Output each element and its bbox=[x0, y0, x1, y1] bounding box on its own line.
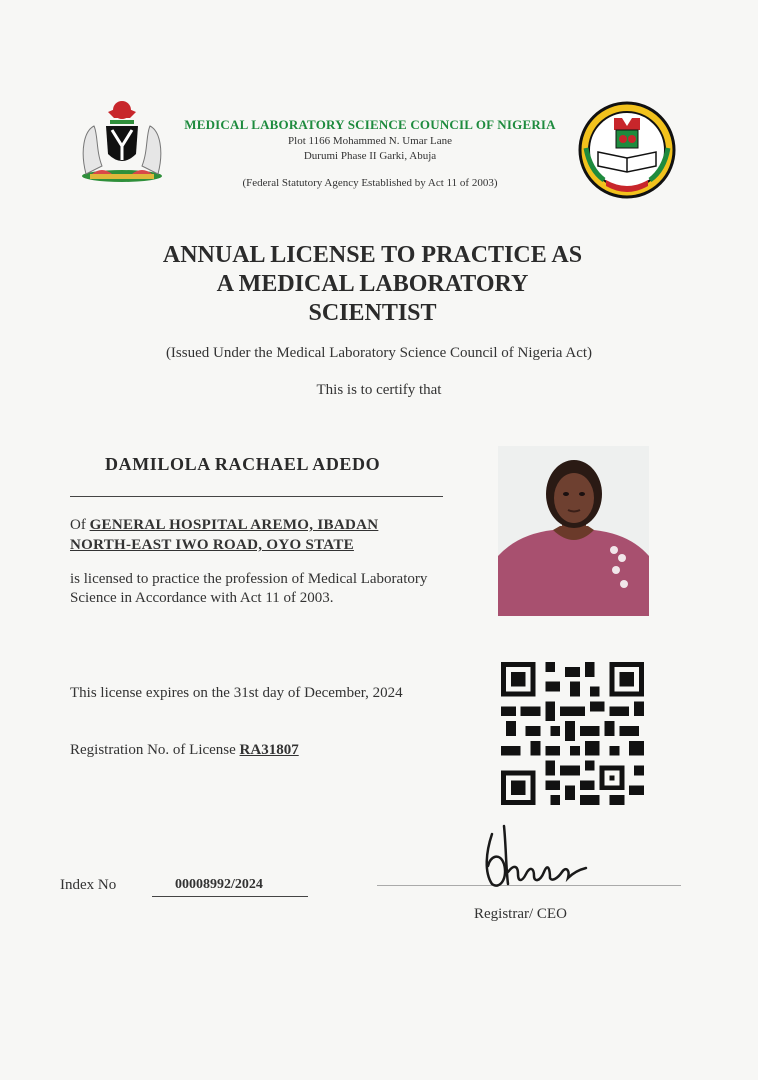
address-line-1: Plot 1166 Mohammed N. Umar Lane bbox=[288, 135, 452, 147]
certificate-title bbox=[110, 241, 635, 328]
organization-name: MEDICAL LABORATORY SCIENCE COUNCIL OF NIGERIA bbox=[184, 117, 556, 132]
licensed-statement: is licensed to practice the profession of Medical Laboratory Science in Accordance with Act 11 of 2003. bbox=[70, 571, 428, 606]
name-underline bbox=[70, 496, 443, 497]
expiry-statement: This license expires on the 31st day of December, 2024 bbox=[70, 685, 403, 701]
title-line-2: A MEDICAL LABORATORY bbox=[216, 271, 529, 297]
registration-value: RA31807 bbox=[239, 742, 299, 758]
nigeria-coat-of-arms-icon bbox=[72, 96, 172, 186]
established-note: (Federal Statutory Agency Established by Act 11 of 2003) bbox=[242, 177, 498, 189]
holder-address-line-2: NORTH-EAST IWO ROAD, OYO STATE bbox=[70, 537, 354, 553]
holder-address-line-1: GENERAL HOSPITAL AREMO, IBADAN bbox=[89, 517, 379, 533]
certify-text: This is to certify that bbox=[316, 382, 442, 398]
index-value: 00008992/2024 bbox=[175, 877, 263, 892]
of-prefix: Of bbox=[70, 517, 86, 533]
registrar-signature bbox=[478, 822, 593, 894]
index-label: Index No bbox=[60, 877, 117, 893]
title-line-3: SCIENTIST bbox=[308, 300, 437, 326]
address-line-2: Durumi Phase II Garki, Abuja bbox=[303, 150, 437, 162]
holder-photo bbox=[498, 446, 649, 616]
registration-number bbox=[70, 742, 299, 759]
index-underline bbox=[152, 896, 308, 897]
holder-name: DAMILOLA RACHAEL ADEDO bbox=[105, 454, 381, 474]
registration-label: Registration No. of License bbox=[70, 742, 236, 758]
council-seal-icon bbox=[576, 100, 678, 200]
holder-address bbox=[70, 515, 470, 555]
issued-under-note: (Issued Under the Medical Laboratory Science Council of Nigeria Act) bbox=[165, 345, 593, 361]
registrar-title: Registrar/ CEO bbox=[474, 906, 567, 922]
title-line-1: ANNUAL LICENSE TO PRACTICE AS bbox=[162, 242, 583, 268]
qr-code bbox=[500, 662, 645, 805]
